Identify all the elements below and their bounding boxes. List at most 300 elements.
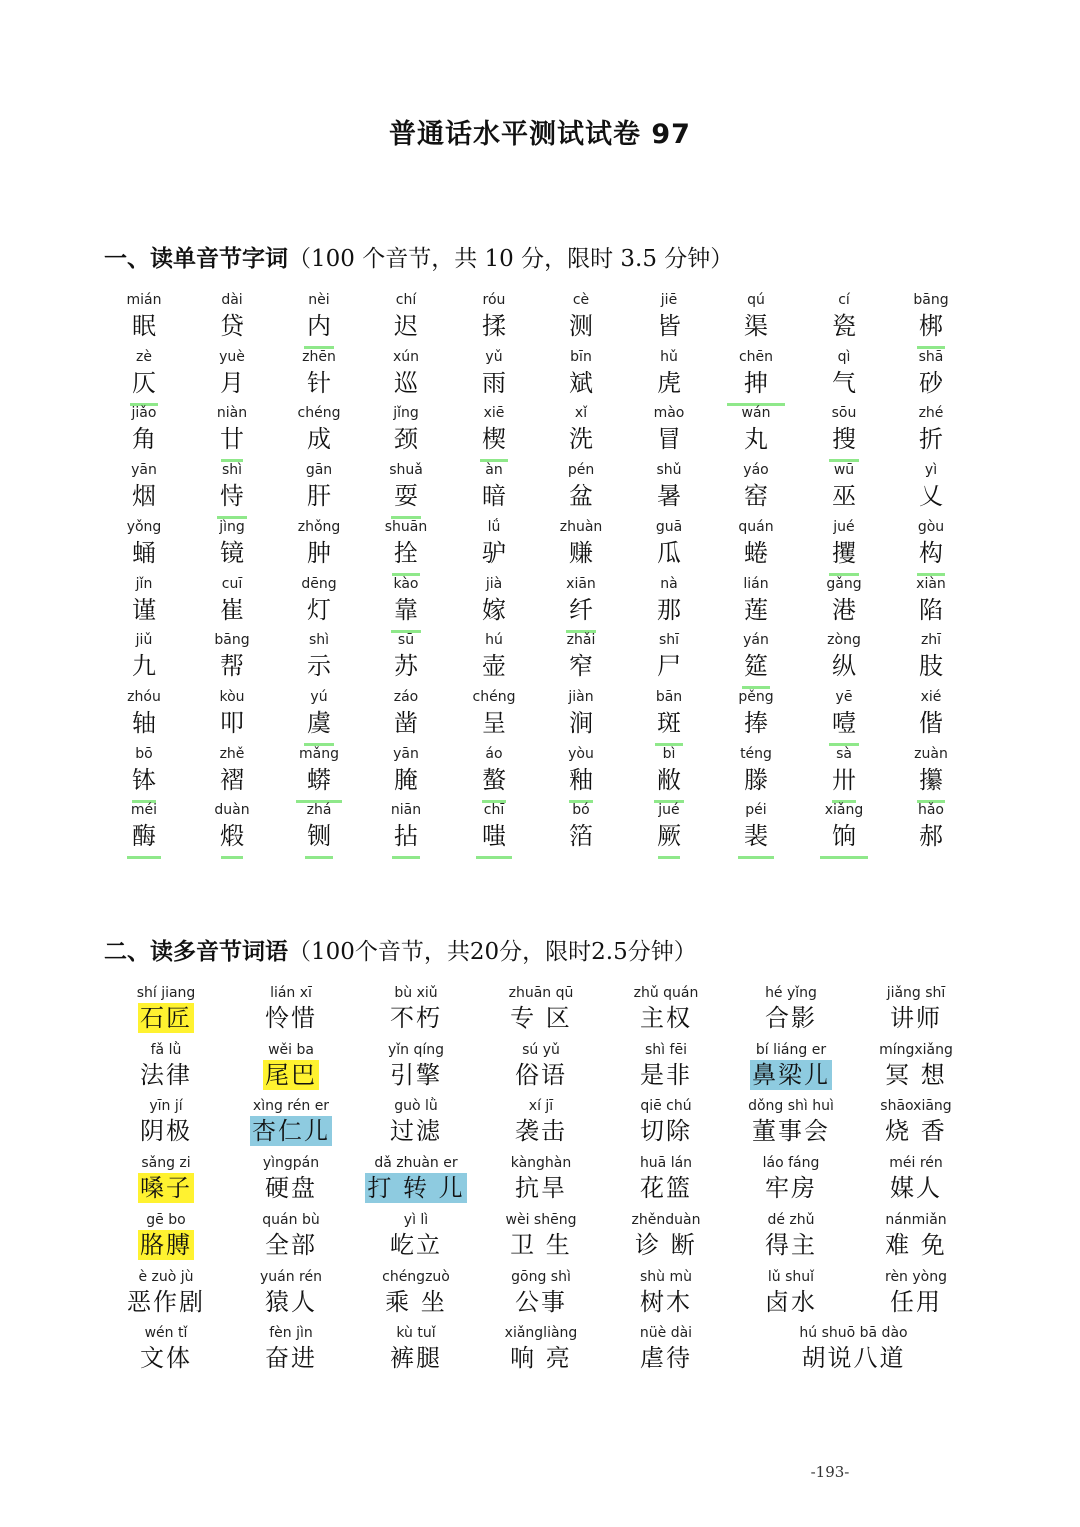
pinyin-label: mián xyxy=(126,292,162,308)
pinyin-label: jué xyxy=(658,802,680,819)
word: 石匠 xyxy=(140,1004,192,1032)
word: 裤腿 xyxy=(390,1344,442,1373)
syllable-cell xyxy=(716,630,796,682)
character: 测 xyxy=(569,312,593,340)
pinyin-label: xié xyxy=(920,688,942,705)
word: 杏仁儿 xyxy=(252,1117,330,1146)
word-cell xyxy=(789,1323,919,1373)
syllable-cell xyxy=(891,630,971,682)
character: 月 xyxy=(220,368,244,397)
character: 恃 xyxy=(220,482,244,511)
syllable-cell xyxy=(454,517,534,569)
pinyin-label: wěi ba xyxy=(268,1041,314,1058)
word-cell xyxy=(226,1153,356,1203)
word: 奋进 xyxy=(265,1344,317,1373)
pinyin-label: lián xī xyxy=(270,985,312,1001)
pinyin-label: yān xyxy=(393,745,419,762)
pinyin-label: shā xyxy=(918,348,944,365)
character: 窑 xyxy=(744,482,768,511)
character: 滕 xyxy=(744,765,768,794)
character: 壶 xyxy=(482,652,506,681)
character: 赚 xyxy=(569,538,593,567)
syllable-cell xyxy=(804,460,884,512)
word-cell xyxy=(101,983,231,1033)
syllable-cell xyxy=(279,687,359,739)
pinyin-label: bāng xyxy=(214,632,250,649)
character: 凿 xyxy=(394,708,418,737)
syllable-cell xyxy=(804,687,884,739)
pinyin-label: yìngpán xyxy=(262,1155,320,1172)
word-cell xyxy=(601,1153,731,1203)
pinyin-label: zhuān qū xyxy=(508,985,574,1001)
word-cell xyxy=(101,1267,231,1317)
pinyin-label: lǘ xyxy=(487,518,501,535)
syllable-cell xyxy=(104,347,184,399)
pinyin-label: zhé xyxy=(918,405,944,422)
word-cell xyxy=(101,1040,231,1090)
syllable-cell xyxy=(454,744,534,796)
pinyin-label: gòu xyxy=(917,518,945,535)
pinyin-label: zè xyxy=(136,348,152,365)
word-cell xyxy=(476,1153,606,1203)
syllable-cell xyxy=(104,460,184,512)
character: 煅 xyxy=(220,822,244,851)
word: 文体 xyxy=(140,1344,192,1373)
pinyin-label: yáo xyxy=(743,462,769,479)
character: 攥 xyxy=(919,765,943,794)
word: 虐待 xyxy=(640,1344,692,1373)
pinyin-label: shì fēi xyxy=(645,1041,687,1058)
syllable-cell xyxy=(804,630,884,682)
pinyin-label: zhǔ quán xyxy=(633,985,699,1001)
character: 示 xyxy=(307,652,331,681)
pinyin-label: hǎo xyxy=(917,802,945,819)
syllable-cell xyxy=(366,460,446,512)
pinyin-label: dēng xyxy=(301,575,337,592)
syllable-cell xyxy=(541,347,621,399)
character: 角 xyxy=(132,425,156,454)
pinyin-label: cuī xyxy=(221,575,243,592)
word-cell xyxy=(226,1096,356,1146)
pinyin-label: hú shuō bā dào xyxy=(799,1325,908,1342)
word: 打 转 儿 xyxy=(367,1174,465,1203)
pinyin-label: zhēn xyxy=(302,348,336,365)
pinyin-label: jiǔ xyxy=(135,632,153,649)
pinyin-label: xǐ xyxy=(574,405,588,422)
pinyin-label: shuān xyxy=(384,518,428,535)
syllable-cell xyxy=(366,744,446,796)
character: 渠 xyxy=(744,312,768,340)
word-cell xyxy=(726,983,856,1033)
section2-heading xyxy=(104,933,697,966)
word-cell xyxy=(101,1210,231,1260)
word: 过滤 xyxy=(390,1117,442,1146)
syllable-cell xyxy=(629,403,709,455)
character: 丸 xyxy=(744,425,768,454)
word: 鼻梁儿 xyxy=(752,1060,830,1089)
word-cell xyxy=(851,1210,981,1260)
pinyin-label: dài xyxy=(221,292,243,308)
section1-heading-rest: （100 个音节，共 10 分，限时 3.5 分钟） xyxy=(288,246,734,272)
syllable-cell xyxy=(366,517,446,569)
pinyin-label: zuàn xyxy=(914,745,948,762)
syllable-cell xyxy=(104,630,184,682)
pinyin-label: mǎng xyxy=(299,745,339,762)
syllable-cell xyxy=(279,290,359,342)
pinyin-label: gān xyxy=(305,462,333,479)
pinyin-label: bì xyxy=(662,745,676,762)
word: 胳膊 xyxy=(140,1230,192,1259)
pinyin-label: xí jī xyxy=(528,1098,554,1115)
pinyin-label: xiē xyxy=(483,405,505,422)
syllable-cell xyxy=(804,800,884,852)
character: 捧 xyxy=(744,708,768,737)
syllable-cell xyxy=(716,290,796,342)
word: 树木 xyxy=(640,1287,692,1316)
pinyin-label: kànghàn xyxy=(510,1155,572,1172)
character: 梆 xyxy=(919,312,943,340)
character: 瓜 xyxy=(657,538,681,567)
syllable-cell xyxy=(541,517,621,569)
syllable-cell xyxy=(891,290,971,342)
character: 虎 xyxy=(657,368,681,397)
pinyin-label: gǎng xyxy=(826,575,862,592)
character: 纤 xyxy=(569,595,593,624)
word-cell xyxy=(351,1210,481,1260)
syllable-cell xyxy=(192,403,272,455)
character: 瓷 xyxy=(832,312,856,340)
pinyin-label: fǎ lǜ xyxy=(150,1041,182,1058)
pinyin-label: dé zhǔ xyxy=(767,1211,815,1228)
character: 卅 xyxy=(832,765,856,794)
word: 全部 xyxy=(265,1230,317,1259)
word: 烧 香 xyxy=(885,1117,947,1146)
pinyin-label: sà xyxy=(836,745,852,762)
syllable-cell xyxy=(716,347,796,399)
character: 裴 xyxy=(744,822,768,851)
word-cell xyxy=(101,1323,231,1373)
syllable-cell xyxy=(804,403,884,455)
syllable-cell xyxy=(804,347,884,399)
syllable-cell xyxy=(192,290,272,342)
syllable-cell xyxy=(891,460,971,512)
syllable-cell xyxy=(104,800,184,852)
syllable-cell xyxy=(192,630,272,682)
character: 攫 xyxy=(832,538,856,567)
syllable-cell xyxy=(454,800,534,852)
word: 任用 xyxy=(890,1287,942,1316)
character: 蟒 xyxy=(307,765,331,794)
syllable-cell xyxy=(279,403,359,455)
character: 厥 xyxy=(657,822,681,851)
word: 合影 xyxy=(765,1004,817,1032)
pinyin-label: péi xyxy=(745,802,767,819)
syllable-cell xyxy=(629,517,709,569)
character: 崔 xyxy=(220,595,244,624)
word: 嗓子 xyxy=(140,1174,192,1203)
syllable-cell xyxy=(804,517,884,569)
pinyin-label: wán xyxy=(741,405,771,422)
pinyin-label: chēn xyxy=(738,348,774,365)
section2-heading-rest: （100个音节，共20分，限时2.5分钟） xyxy=(288,939,697,965)
syllable-cell xyxy=(629,687,709,739)
character: 迟 xyxy=(394,312,418,340)
syllable-cell xyxy=(804,744,884,796)
syllable-cell xyxy=(454,347,534,399)
pinyin-label: shù mù xyxy=(639,1268,692,1285)
pinyin-label: fèn jìn xyxy=(269,1325,313,1342)
character: 斌 xyxy=(569,368,593,397)
underline-mark xyxy=(738,856,774,859)
word: 胡说八道 xyxy=(801,1344,906,1373)
pinyin-label: yuè xyxy=(219,348,245,365)
character: 洗 xyxy=(569,425,593,454)
pinyin-label: sú yǔ xyxy=(522,1041,560,1058)
pinyin-label: zhě xyxy=(219,745,245,762)
character: 巫 xyxy=(832,482,856,511)
word-cell xyxy=(351,1267,481,1317)
word-cell xyxy=(476,1096,606,1146)
character: 钵 xyxy=(132,765,156,794)
pinyin-label: zhǒng xyxy=(297,518,341,535)
word: 董事会 xyxy=(752,1117,830,1146)
pinyin-label: quán xyxy=(738,518,774,535)
word-cell xyxy=(601,1096,731,1146)
syllable-cell xyxy=(279,630,359,682)
pinyin-label: lián xyxy=(743,575,769,592)
word: 引擎 xyxy=(390,1060,442,1089)
pinyin-label: yīn jí xyxy=(149,1098,183,1115)
syllable-cell xyxy=(104,290,184,342)
character: 苏 xyxy=(394,652,418,681)
pinyin-label: bāng xyxy=(913,292,949,308)
pinyin-label: jiǎo xyxy=(131,405,157,422)
word-cell xyxy=(351,1096,481,1146)
word-cell xyxy=(851,1153,981,1203)
syllable-cell xyxy=(366,347,446,399)
pinyin-label: duàn xyxy=(214,802,250,819)
pinyin-label: xiǎng xyxy=(824,802,864,819)
character: 肿 xyxy=(307,538,331,567)
word-cell xyxy=(476,1210,606,1260)
syllable-cell xyxy=(541,403,621,455)
syllable-cell xyxy=(541,574,621,626)
syllable-cell xyxy=(454,574,534,626)
underline-mark xyxy=(221,856,243,859)
pinyin-label: niān xyxy=(390,802,422,819)
syllable-cell xyxy=(891,744,971,796)
word-cell xyxy=(351,1153,481,1203)
character: 巡 xyxy=(394,368,418,397)
pinyin-label: bīn xyxy=(570,348,592,365)
word-cell xyxy=(226,1040,356,1090)
syllable-cell xyxy=(454,403,534,455)
pinyin-label: gē bo xyxy=(146,1211,186,1228)
pinyin-label: méi xyxy=(130,802,158,819)
pinyin-label: shí jiang xyxy=(136,985,196,1001)
character: 轴 xyxy=(132,708,156,737)
word-cell xyxy=(476,1267,606,1317)
syllable-cell xyxy=(279,517,359,569)
pinyin-label: róu xyxy=(482,292,506,308)
syllable-cell xyxy=(279,800,359,852)
character: 谨 xyxy=(132,595,156,624)
character: 雨 xyxy=(482,368,506,397)
pinyin-label: zhī xyxy=(920,632,942,649)
syllable-cell xyxy=(629,347,709,399)
character: 敝 xyxy=(657,765,681,794)
pinyin-label: láo fáng xyxy=(762,1155,820,1172)
character: 冒 xyxy=(657,425,681,454)
character: 呈 xyxy=(482,708,506,737)
word: 袭击 xyxy=(515,1117,567,1146)
syllable-cell xyxy=(629,574,709,626)
page-title: 普通话水平测试试卷 97 xyxy=(389,119,691,150)
character: 颈 xyxy=(394,425,418,454)
character: 盆 xyxy=(569,482,593,511)
character: 楔 xyxy=(482,425,506,454)
pinyin-label: qiē chú xyxy=(640,1098,692,1115)
character: 灯 xyxy=(307,595,331,624)
pinyin-label: zhuàn xyxy=(559,518,603,535)
word: 不朽 xyxy=(390,1004,442,1032)
character: 腌 xyxy=(394,765,418,794)
word: 花篮 xyxy=(640,1174,692,1203)
pinyin-label: shāoxiāng xyxy=(880,1098,952,1115)
character: 尸 xyxy=(657,652,681,681)
syllable-cell xyxy=(891,574,971,626)
character: 肝 xyxy=(307,482,331,511)
page-number: -193- xyxy=(810,1463,850,1481)
character: 嫁 xyxy=(482,595,506,624)
pinyin-label: jiǎng shī xyxy=(886,985,946,1001)
pinyin-label: nüè dài xyxy=(639,1325,693,1342)
word-cell xyxy=(101,1153,231,1203)
word-cell xyxy=(726,1040,856,1090)
character: 铡 xyxy=(307,822,331,851)
pinyin-label: xìng rén er xyxy=(252,1098,330,1115)
syllable-cell xyxy=(104,517,184,569)
pinyin-label: yòu xyxy=(568,745,594,762)
word: 抗旱 xyxy=(515,1174,567,1203)
section1-heading xyxy=(104,240,733,273)
word: 响 亮 xyxy=(510,1344,572,1373)
syllable-cell xyxy=(891,347,971,399)
character: 拈 xyxy=(394,822,418,851)
syllable-cell xyxy=(104,574,184,626)
word-cell xyxy=(851,983,981,1033)
underline-mark xyxy=(392,856,420,859)
syllable-cell xyxy=(366,800,446,852)
pinyin-label: niàn xyxy=(216,405,248,422)
pinyin-label: áo xyxy=(485,745,503,762)
word-cell xyxy=(226,1210,356,1260)
pinyin-label: chéngzuò xyxy=(382,1268,450,1285)
syllable-cell xyxy=(541,744,621,796)
character: 乂 xyxy=(919,482,943,511)
pinyin-label: shì xyxy=(308,632,330,649)
pinyin-label: bù xiǔ xyxy=(394,985,438,1001)
character: 釉 xyxy=(569,765,593,794)
pinyin-label: guò lǜ xyxy=(394,1098,438,1115)
syllable-cell xyxy=(192,744,272,796)
syllable-cell xyxy=(279,460,359,512)
character: 郝 xyxy=(919,822,943,851)
word-cell xyxy=(476,1323,606,1373)
pinyin-label: hé yǐng xyxy=(765,985,817,1001)
character: 莲 xyxy=(744,595,768,624)
pinyin-label: è zuò jù xyxy=(138,1268,194,1285)
syllable-cell xyxy=(716,517,796,569)
pinyin-label: míngxiǎng xyxy=(879,1041,953,1058)
pinyin-label: yē xyxy=(835,688,853,705)
character: 镜 xyxy=(220,538,244,567)
pinyin-label: méi rén xyxy=(889,1155,943,1172)
word-cell xyxy=(601,1267,731,1317)
syllable-cell xyxy=(629,630,709,682)
pinyin-label: kù tuǐ xyxy=(396,1325,436,1342)
word: 媒人 xyxy=(890,1174,942,1203)
underline-mark xyxy=(127,856,161,859)
underline-mark xyxy=(476,856,512,859)
character: 成 xyxy=(307,425,331,454)
word-cell xyxy=(851,1040,981,1090)
character: 眠 xyxy=(132,312,156,340)
word: 专 区 xyxy=(510,1004,572,1032)
word-cell xyxy=(351,1040,481,1090)
syllable-cell xyxy=(366,290,446,342)
character: 驴 xyxy=(482,538,506,567)
word: 讲师 xyxy=(890,1004,942,1032)
syllable-cell xyxy=(629,460,709,512)
pinyin-label: huā lán xyxy=(639,1155,693,1172)
word-cell xyxy=(726,1096,856,1146)
pinyin-label: jìng xyxy=(219,518,245,535)
character: 仄 xyxy=(132,368,156,397)
word-cell xyxy=(226,1267,356,1317)
syllable-cell xyxy=(541,630,621,682)
pinyin-label: zhá xyxy=(306,802,332,819)
syllable-cell xyxy=(104,744,184,796)
word-cell xyxy=(351,983,481,1033)
pinyin-label: jǐn xyxy=(135,575,153,592)
pinyin-label: zhǎi xyxy=(566,632,596,649)
word-cell xyxy=(226,1323,356,1373)
pinyin-label: xún xyxy=(392,348,420,365)
word: 怜惜 xyxy=(265,1004,317,1032)
pinyin-label: xiàn xyxy=(916,575,946,592)
syllable-cell xyxy=(454,687,534,739)
character: 那 xyxy=(657,595,681,624)
pinyin-label: sū xyxy=(397,632,415,649)
pinyin-label: pén xyxy=(567,462,595,479)
word-cell xyxy=(351,1323,481,1373)
pinyin-label: xiǎngliàng xyxy=(504,1325,578,1342)
syllable-cell xyxy=(279,744,359,796)
syllable-cell xyxy=(716,574,796,626)
syllable-cell xyxy=(454,460,534,512)
character: 蜷 xyxy=(744,538,768,567)
character: 构 xyxy=(919,538,943,567)
character: 九 xyxy=(132,652,156,681)
syllable-cell xyxy=(192,574,272,626)
syllable-cell xyxy=(804,290,884,342)
word-cell xyxy=(226,983,356,1033)
pinyin-label: yǒng xyxy=(126,518,162,535)
pinyin-label: wèi shēng xyxy=(505,1211,577,1228)
character: 涧 xyxy=(569,708,593,737)
pinyin-label: zòng xyxy=(827,632,861,649)
